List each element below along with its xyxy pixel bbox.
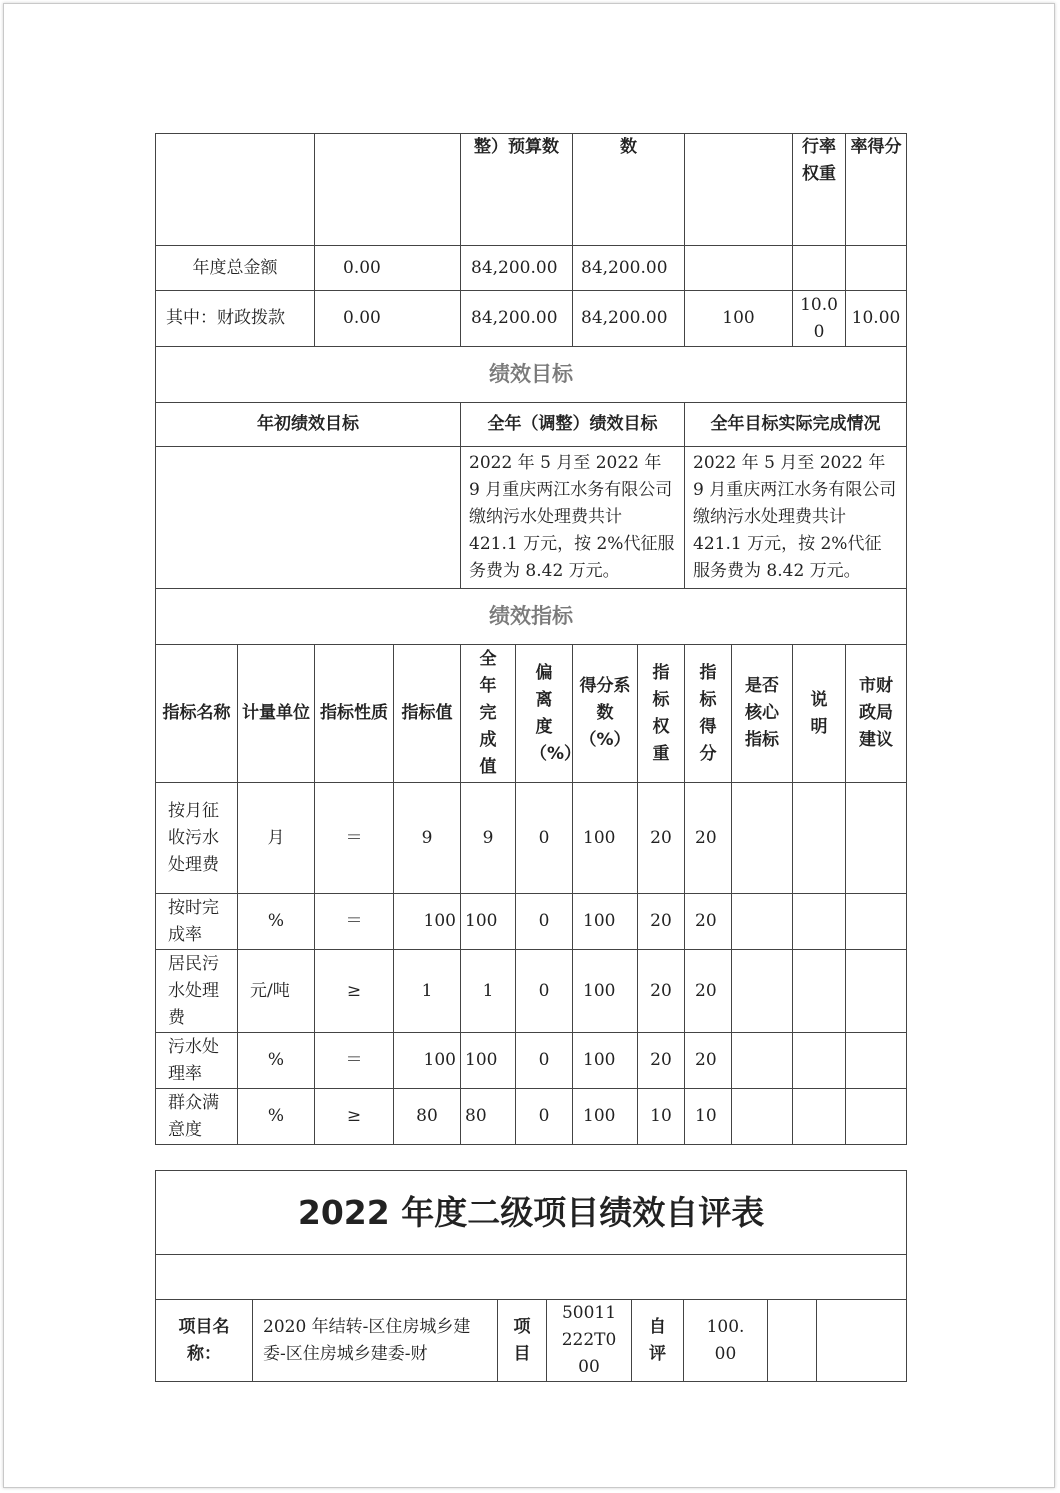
form-title-row bbox=[156, 1171, 907, 1255]
ind-coef: 100 bbox=[573, 950, 638, 1033]
budget-exec-rate bbox=[685, 246, 793, 291]
ind-unit: 月 bbox=[238, 783, 315, 894]
indicator-row bbox=[156, 783, 907, 894]
indicators-header-row bbox=[156, 645, 907, 783]
budget-header-weight: 行率权重 bbox=[793, 134, 846, 246]
ind-header-weight: 指标权重 bbox=[638, 645, 685, 783]
ind-nature: ＝ bbox=[315, 783, 394, 894]
ind-header-deviation: 偏离度（%） bbox=[516, 645, 573, 783]
ind-name: 按月征收污水处理费 bbox=[156, 783, 238, 894]
ind-actual: 100 bbox=[461, 894, 516, 950]
ind-advice bbox=[846, 950, 907, 1033]
ind-advice bbox=[846, 1089, 907, 1145]
ind-actual: 1 bbox=[461, 950, 516, 1033]
form-title: 2022 年度二级项目绩效自评表 bbox=[156, 1171, 907, 1255]
form-project-row bbox=[156, 1300, 907, 1382]
ind-note bbox=[793, 950, 846, 1033]
ind-target: 9 bbox=[394, 783, 461, 894]
ind-deviation: 0 bbox=[516, 783, 573, 894]
ind-score: 20 bbox=[685, 950, 732, 1033]
ind-header-actual: 全年完成值 bbox=[461, 645, 516, 783]
self-evaluation-form bbox=[155, 1170, 907, 1382]
goals-header-row bbox=[156, 403, 907, 447]
indicator-row bbox=[156, 950, 907, 1033]
ind-name: 污水处理率 bbox=[156, 1033, 238, 1089]
ind-unit: % bbox=[238, 894, 315, 950]
form-blank-cell bbox=[156, 1255, 907, 1300]
ind-deviation: 0 bbox=[516, 950, 573, 1033]
ind-note bbox=[793, 1033, 846, 1089]
budget-header-blank-2 bbox=[315, 134, 461, 246]
ind-nature: ≥ bbox=[315, 1089, 394, 1145]
ind-advice bbox=[846, 894, 907, 950]
ind-advice bbox=[846, 783, 907, 894]
ind-actual: 100 bbox=[461, 1033, 516, 1089]
budget-header-executed: 数 bbox=[573, 134, 685, 246]
project-code-value: 50011222T000 bbox=[547, 1300, 632, 1382]
ind-coef: 100 bbox=[573, 1033, 638, 1089]
ind-note bbox=[793, 894, 846, 950]
budget-adjusted: 84,200.00 bbox=[461, 246, 573, 291]
ind-name: 居民污水处理费 bbox=[156, 950, 238, 1033]
ind-coef: 100 bbox=[573, 894, 638, 950]
goals-content-row bbox=[156, 447, 907, 589]
project-code-label: 项目 bbox=[498, 1300, 547, 1382]
budget-header-row bbox=[156, 134, 907, 246]
budget-executed: 84,200.00 bbox=[573, 291, 685, 347]
ind-deviation: 0 bbox=[516, 894, 573, 950]
ind-deviation: 0 bbox=[516, 1033, 573, 1089]
budget-row-label: 其中：财政拨款 bbox=[156, 291, 315, 347]
project-name-label: 项目名称： bbox=[156, 1300, 253, 1382]
ind-coef: 100 bbox=[573, 1089, 638, 1145]
ind-nature: ≥ bbox=[315, 950, 394, 1033]
budget-row-fiscal bbox=[156, 291, 907, 347]
ind-score: 10 bbox=[685, 1089, 732, 1145]
ind-header-nature: 指标性质 bbox=[315, 645, 394, 783]
ind-score: 20 bbox=[685, 894, 732, 950]
ind-header-name: 指标名称 bbox=[156, 645, 238, 783]
goals-section-title: 绩效目标 bbox=[156, 347, 907, 403]
ind-nature: ＝ bbox=[315, 894, 394, 950]
ind-target: 100 bbox=[394, 894, 461, 950]
ind-name: 按时完成率 bbox=[156, 894, 238, 950]
ind-core bbox=[732, 894, 793, 950]
ind-target: 100 bbox=[394, 1033, 461, 1089]
goals-initial-text bbox=[156, 447, 461, 589]
goals-col-adjusted: 全年（调整）绩效目标 bbox=[461, 403, 685, 447]
goals-adjusted-text: 2022 年 5 月至 2022 年 9 月重庆两江水务有限公司缴纳污水处理费共计 421.1 万元，按 2%代征服务费为 8.42 万元。 bbox=[461, 447, 685, 589]
ind-note bbox=[793, 783, 846, 894]
ind-header-target: 指标值 bbox=[394, 645, 461, 783]
ind-target: 80 bbox=[394, 1089, 461, 1145]
ind-unit: % bbox=[238, 1089, 315, 1145]
performance-table bbox=[155, 133, 907, 1145]
budget-annual: 0.00 bbox=[315, 291, 461, 347]
ind-core bbox=[732, 1089, 793, 1145]
form-empty-cell-1 bbox=[768, 1300, 817, 1382]
form-blank-row bbox=[156, 1255, 907, 1300]
ind-weight: 20 bbox=[638, 1033, 685, 1089]
ind-score: 20 bbox=[685, 1033, 732, 1089]
ind-name: 群众满意度 bbox=[156, 1089, 238, 1145]
ind-weight: 20 bbox=[638, 783, 685, 894]
ind-core bbox=[732, 1033, 793, 1089]
ind-actual: 80 bbox=[461, 1089, 516, 1145]
budget-score bbox=[846, 246, 907, 291]
goals-actual-text: 2022 年 5 月至 2022 年 9 月重庆两江水务有限公司缴纳污水处理费共计 421.1 万元，按 2%代征服务费为 8.42 万元。 bbox=[685, 447, 907, 589]
form-empty-cell-2 bbox=[817, 1300, 907, 1382]
self-score-label: 自评 bbox=[632, 1300, 684, 1382]
ind-deviation: 0 bbox=[516, 1089, 573, 1145]
ind-target: 1 bbox=[394, 950, 461, 1033]
goals-section-row bbox=[156, 347, 907, 403]
budget-adjusted: 84,200.00 bbox=[461, 291, 573, 347]
budget-weight bbox=[793, 246, 846, 291]
budget-header-blank-3 bbox=[685, 134, 793, 246]
ind-header-note: 说明 bbox=[793, 645, 846, 783]
budget-executed: 84,200.00 bbox=[573, 246, 685, 291]
ind-unit: 元/吨 bbox=[238, 950, 315, 1033]
ind-header-unit: 计量单位 bbox=[238, 645, 315, 783]
ind-actual: 9 bbox=[461, 783, 516, 894]
ind-note bbox=[793, 1089, 846, 1145]
budget-row-label: 年度总金额 bbox=[156, 246, 315, 291]
ind-weight: 20 bbox=[638, 894, 685, 950]
ind-core bbox=[732, 950, 793, 1033]
indicators-section-title: 绩效指标 bbox=[156, 589, 907, 645]
ind-core bbox=[732, 783, 793, 894]
goals-col-initial: 年初绩效目标 bbox=[156, 403, 461, 447]
budget-annual: 0.00 bbox=[315, 246, 461, 291]
ind-header-coef: 得分系数（%） bbox=[573, 645, 638, 783]
indicator-row bbox=[156, 1033, 907, 1089]
budget-header-adjusted: 整）预算数 bbox=[461, 134, 573, 246]
project-name-value: 2020 年结转-区住房城乡建委-区住房城乡建委-财 bbox=[253, 1300, 498, 1382]
budget-header-score: 率得分 bbox=[846, 134, 907, 246]
ind-weight: 20 bbox=[638, 950, 685, 1033]
budget-score: 10.00 bbox=[846, 291, 907, 347]
indicator-row bbox=[156, 894, 907, 950]
ind-header-advice: 市财政局建议 bbox=[846, 645, 907, 783]
ind-header-core: 是否核心指标 bbox=[732, 645, 793, 783]
ind-score: 20 bbox=[685, 783, 732, 894]
indicator-row bbox=[156, 1089, 907, 1145]
ind-header-score: 指标得分 bbox=[685, 645, 732, 783]
ind-weight: 10 bbox=[638, 1089, 685, 1145]
ind-unit: % bbox=[238, 1033, 315, 1089]
ind-coef: 100 bbox=[573, 783, 638, 894]
budget-weight: 10.00 bbox=[793, 291, 846, 347]
budget-row-total bbox=[156, 246, 907, 291]
budget-exec-rate: 100 bbox=[685, 291, 793, 347]
goals-col-actual: 全年目标实际完成情况 bbox=[685, 403, 907, 447]
self-score-value: 100.00 bbox=[684, 1300, 768, 1382]
ind-advice bbox=[846, 1033, 907, 1089]
budget-header-blank-1 bbox=[156, 134, 315, 246]
ind-nature: ＝ bbox=[315, 1033, 394, 1089]
indicators-section-row bbox=[156, 589, 907, 645]
